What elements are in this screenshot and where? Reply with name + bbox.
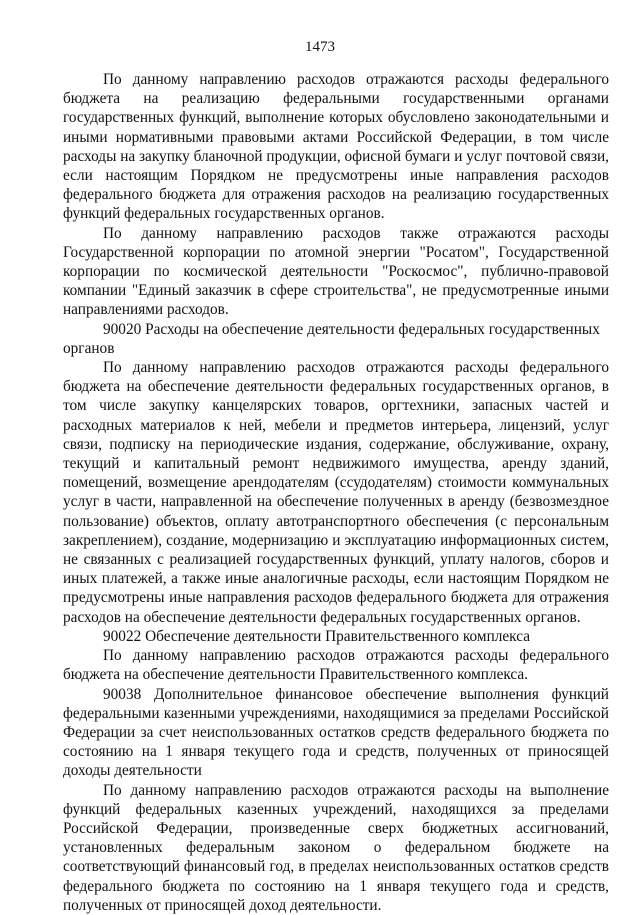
section-heading-90038: 90038 Дополнительное финансовое обеспечение выполнения функций федеральными казенными учреждениями, находящимися за пределами Российской Федерации за счет неиспользованных остатков средств федерального бюджета по состоянию на 1 января текущего года и средств, полученных от приносящей доходы деятельности [63, 685, 609, 780]
section-heading-90022: 90022 Обеспечение деятельности Правительственного комплекса [103, 627, 530, 645]
paragraph-90020-description: По данному направлению расходов отражаются расходы федерального бюджета на обеспечение деятельности федеральных государственных органов, в том числе закупку канцелярских товаров, оргтехники, запасных частей и расходных материалов к ней, мебели и предметов интерьера, лицензий, услуг связи, подписку на периодические издания, содержание, обслуживание, охрану, текущий и капитальный ремонт недвижимого имущества, аренду зданий, помещений, возмещение арендодателям (ссудодателям) стоимости коммунальных услуг в части, направленной на обеспечение полученных в аренду (безвозмездное пользование) объектов, оплату автотранспортного обеспечения (с персональным закреплением), создание, модернизацию и эксплуатацию информационных систем, не связанных с реализацией государственных функций, уплату налогов, сборов и иных платежей, а также иные аналогичные расходы, если настоящим Порядком не предусмотрены иные направления расходов федерального бюджета для отражения расходов на обеспечение деятельности федеральных государственных органов. [63, 359, 609, 626]
paragraph-general-functions: По данному направлению расходов отражаются расходы федерального бюджета на реализацию федеральными государственными органами государственных функций, выполнение которых обусловлено законодательными и иными нормативными правовыми актами Российской Федерации, в том числе расходы на закупку бланочной продукции, офисной бумаги и услуг почтовой связи, если настоящим Порядком не предусмотрены иные направления расходов федерального бюджета для отражения расходов на реализацию государственных функций федеральных государственных органов. [63, 71, 609, 223]
section-heading-90020: 90020 Расходы на обеспечение деятельности федеральных государственных органов [63, 320, 600, 357]
paragraph-90022-description: По данному направлению расходов отражаются расходы федерального бюджета на обеспечение деятельности Правительственного комплекса. [63, 647, 609, 684]
paragraph-90038-description: По данному направлению расходов отражаются расходы на выполнение функций федеральных казенных учреждений, находящихся за пределами Российской Федерации, произведенные сверх бюджетных ассигнований, установленных федеральным законом о федеральном бюджете на соответствующий финансовый год, в пределах неиспользованных остатков средств федерального бюджета по состоянию на 1 января текущего года и средств, полученных от приносящей доход деятельности. [63, 781, 609, 914]
document-body [63, 70, 609, 915]
page-number: 1473 [305, 39, 335, 55]
paragraph-state-corporations: По данному направлению расходов также отражаются расходы Государственной корпорации по атомной энергии "Росатом", Государственной корпорации по космической деятельности "Роскосмос", публично-правовой компании "Единый заказчик в сфере строительства", не предусмотренные иными направлениями расходов. [63, 224, 609, 319]
